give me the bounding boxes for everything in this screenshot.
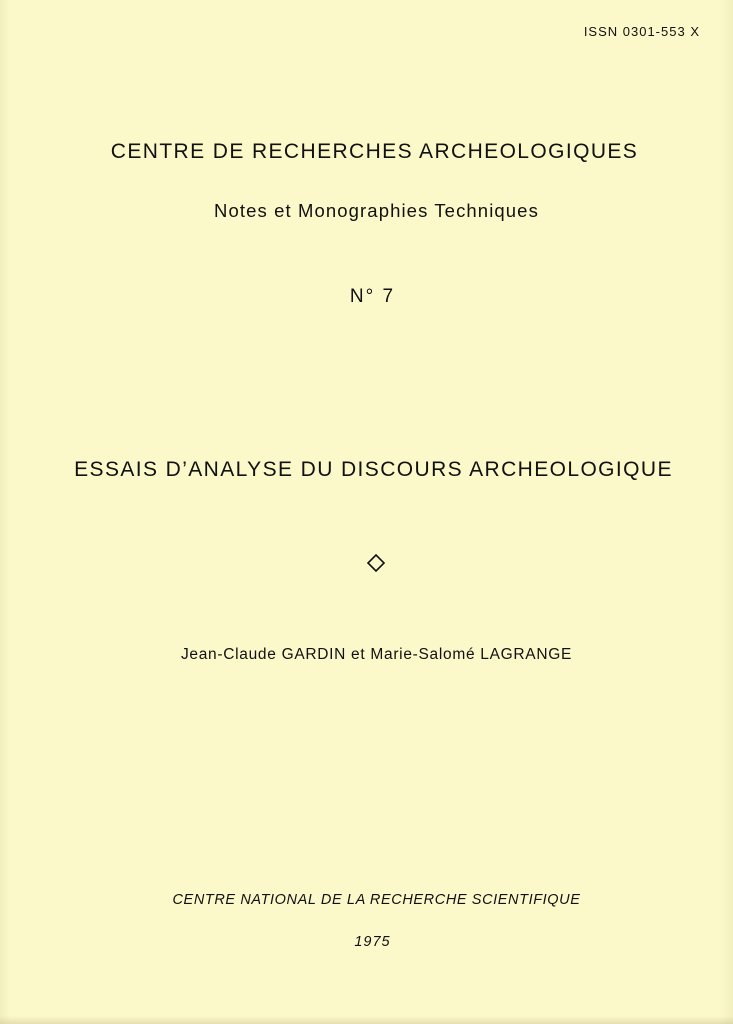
issn-number: ISSN 0301-553 X <box>583 24 700 39</box>
diamond-outline-icon <box>367 554 385 572</box>
publication-year: 1975 <box>354 934 391 950</box>
volume-number: N° 7 <box>349 286 396 307</box>
institution-name: CENTRE DE RECHERCHES ARCHEOLOGIQUES <box>110 140 639 163</box>
publisher-name: CENTRE NATIONAL DE LA RECHERCHE SCIENTIFIQUE <box>172 892 581 908</box>
authors: Jean-Claude GARDIN et Marie-Salomé LAGRANGE <box>180 646 573 663</box>
book-title: ESSAIS D’ANALYSE DU DISCOURS ARCHEOLOGIQUE <box>74 458 673 481</box>
series-title: Notes et Monographies Techniques <box>214 200 539 221</box>
